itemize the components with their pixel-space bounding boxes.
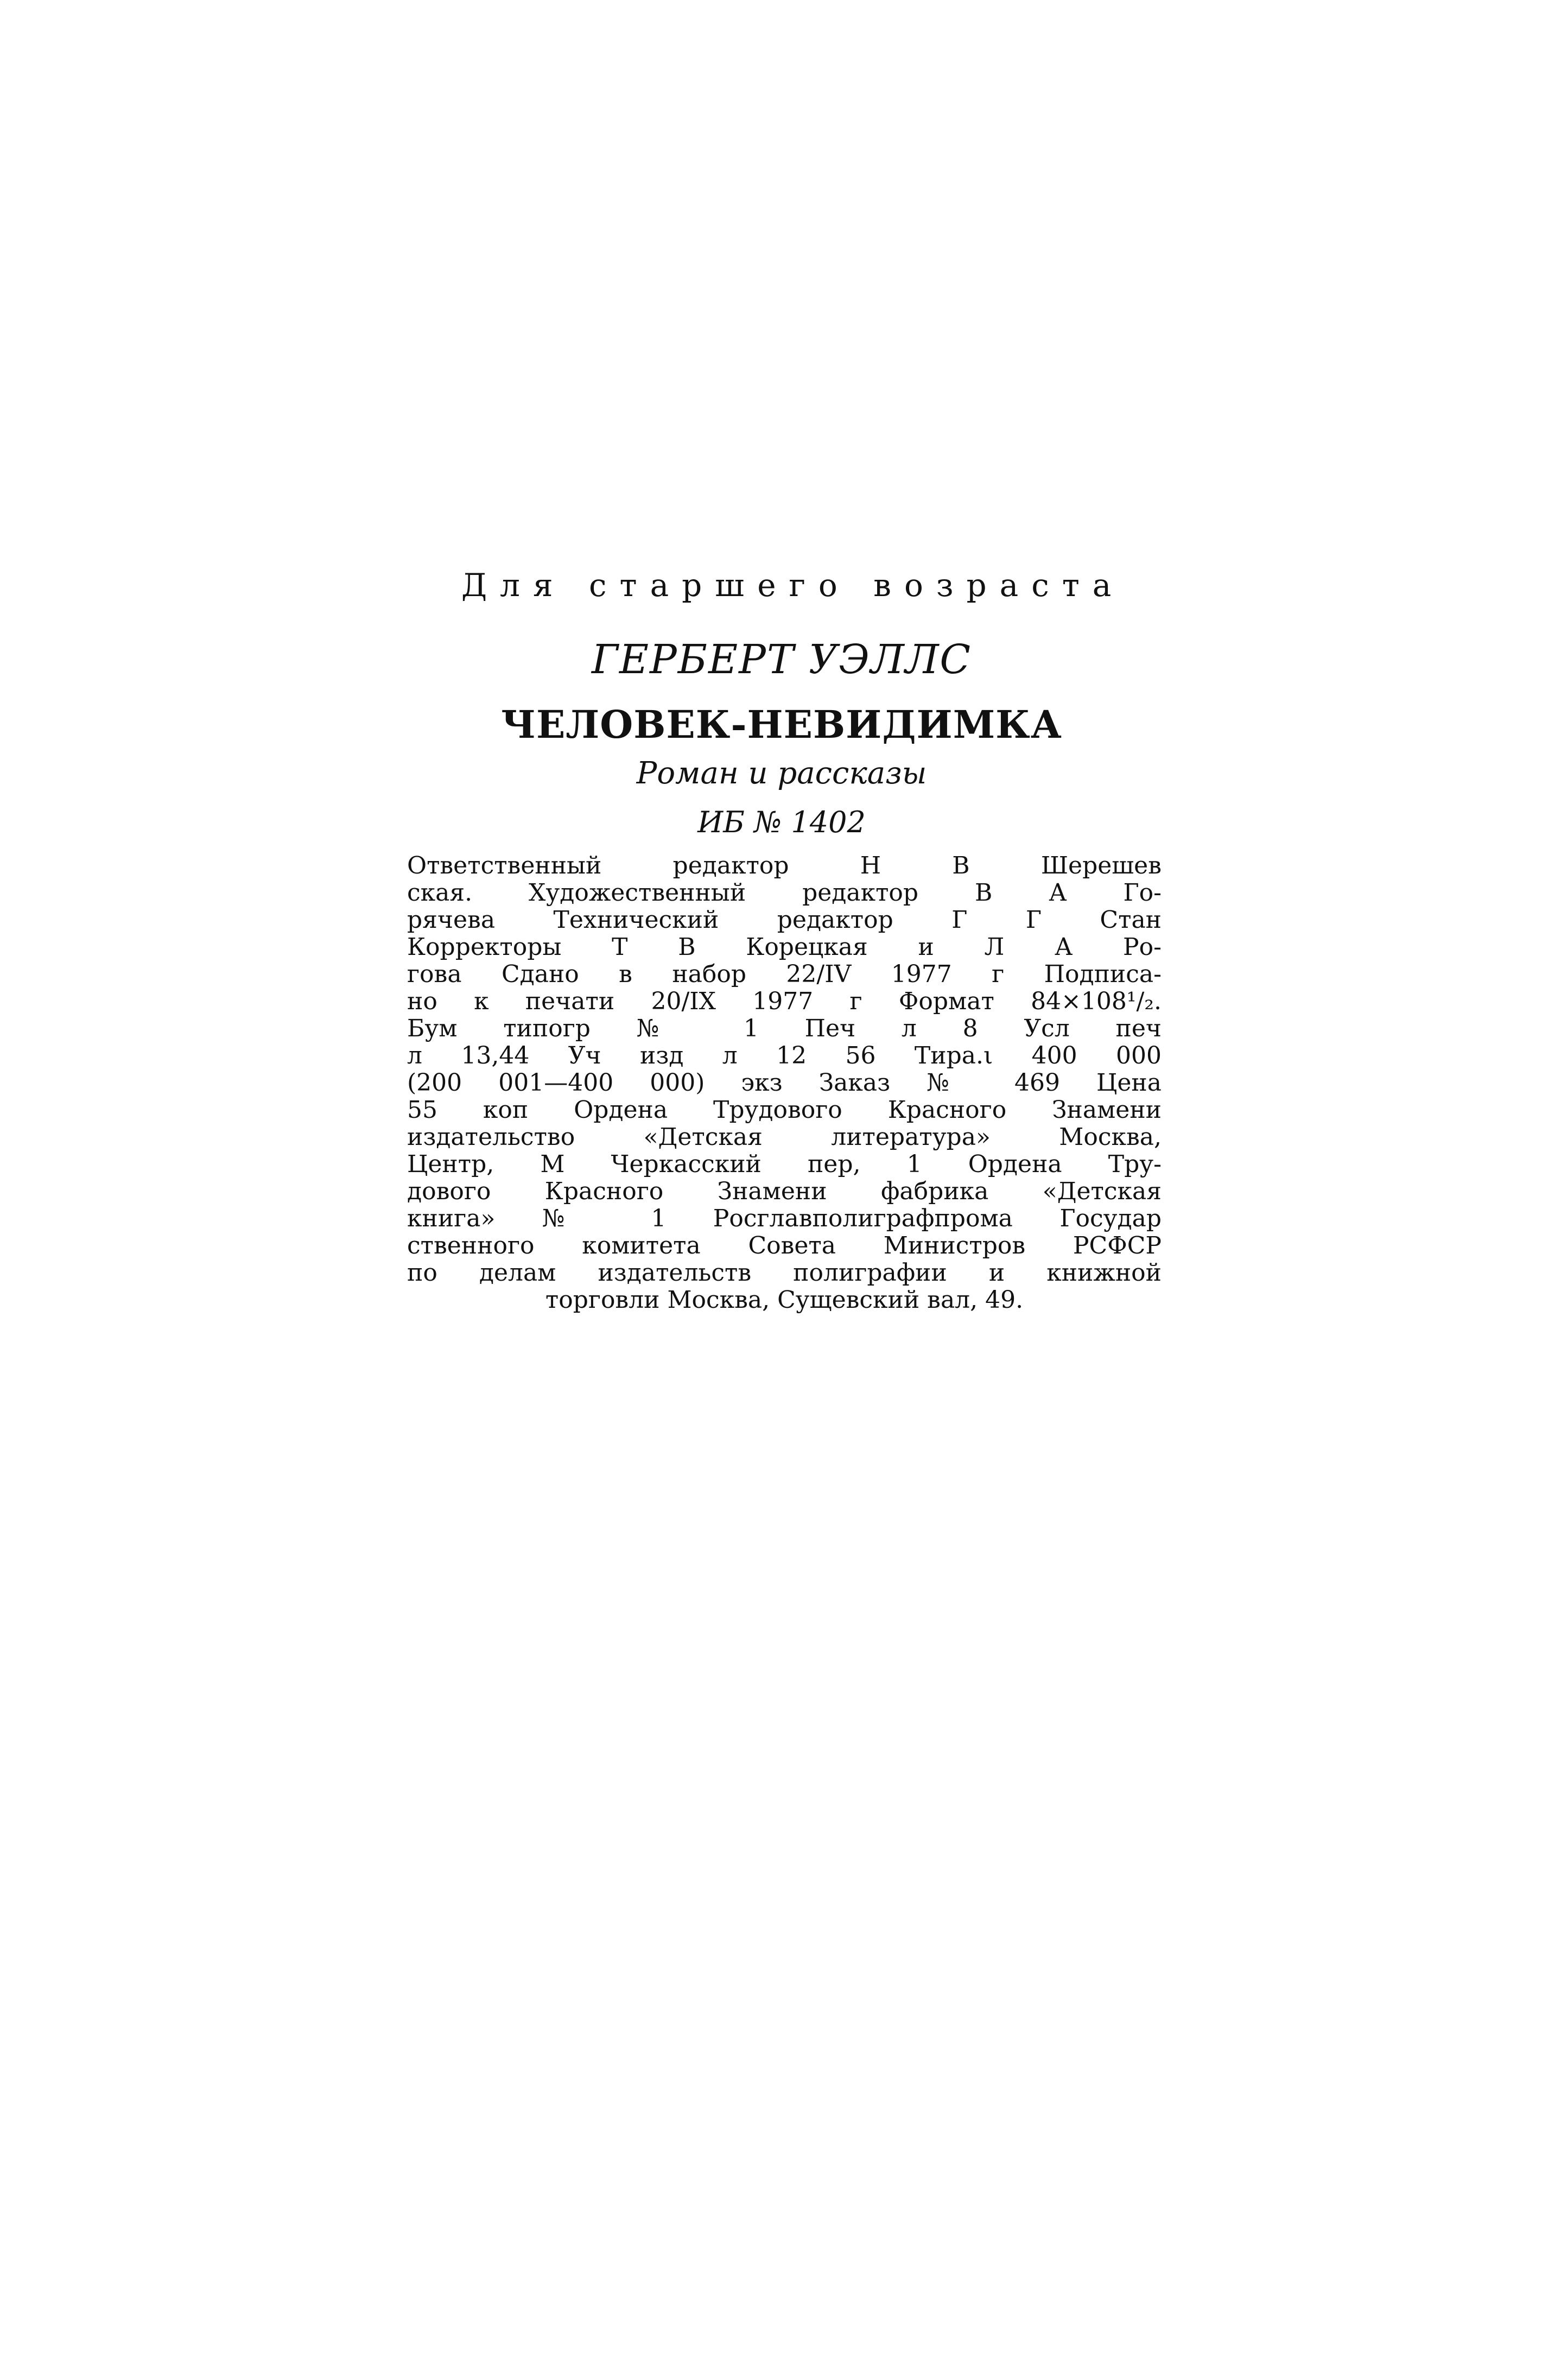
ib-number: ИБ № 1402 bbox=[697, 805, 866, 839]
imprint-line: торговли Москва, Сущевский вал, 49. bbox=[545, 1286, 1024, 1314]
book-title: ЧЕЛОВЕК-НЕВИДИМКА bbox=[501, 702, 1062, 747]
imprint-line: Корректоры Т В Корецкая и Л А Ро- bbox=[407, 933, 1162, 961]
imprint-line: гова Сдано в набор 22/IV 1977 г Подписа- bbox=[407, 960, 1162, 988]
imprint-line: л 13,44 Уч изд л 12 56 Тира.ι 400 000 bbox=[407, 1042, 1162, 1069]
imprint-line: по делам издательств полиграфии и книжной bbox=[407, 1259, 1162, 1287]
imprint-line: Центр, М Черкасский пер, 1 Ордена Тру- bbox=[407, 1150, 1162, 1178]
imprint-line: ская. Художественный редактор В А Го- bbox=[407, 879, 1162, 907]
imprint-line: Ответственный редактор Н В Шерешев bbox=[407, 852, 1162, 879]
imprint-line: ственного комитета Совета Министров РСФСР bbox=[407, 1232, 1162, 1259]
imprint-line: но к печати 20/IX 1977 г Формат 84×108¹/₂. bbox=[407, 988, 1162, 1015]
imprint-line: книга» № 1 Росглавполиграфпрома Государ bbox=[407, 1205, 1162, 1232]
book-subtitle: Роман и рассказы bbox=[636, 756, 927, 791]
imprint-line: 55 коп Ордена Трудового Красного Знамени bbox=[407, 1096, 1162, 1124]
imprint-line: (200 001—400 000) экз Заказ № 469 Цена bbox=[407, 1069, 1162, 1097]
author-name: ГЕРБЕРТ УЭЛЛС bbox=[591, 636, 972, 683]
imprint-line: рячева Технический редактор Г Г Стан bbox=[407, 906, 1162, 934]
imprint-line: дового Красного Знамени фабрика «Детская bbox=[407, 1178, 1162, 1205]
age-audience-label: Для старшего возраста bbox=[461, 567, 1125, 604]
imprint-text bbox=[407, 852, 1162, 1314]
imprint-line: издательство «Детская литература» Москва, bbox=[407, 1123, 1162, 1151]
imprint-line: Бум типогр № 1 Печ л 8 Усл печ bbox=[407, 1015, 1162, 1042]
